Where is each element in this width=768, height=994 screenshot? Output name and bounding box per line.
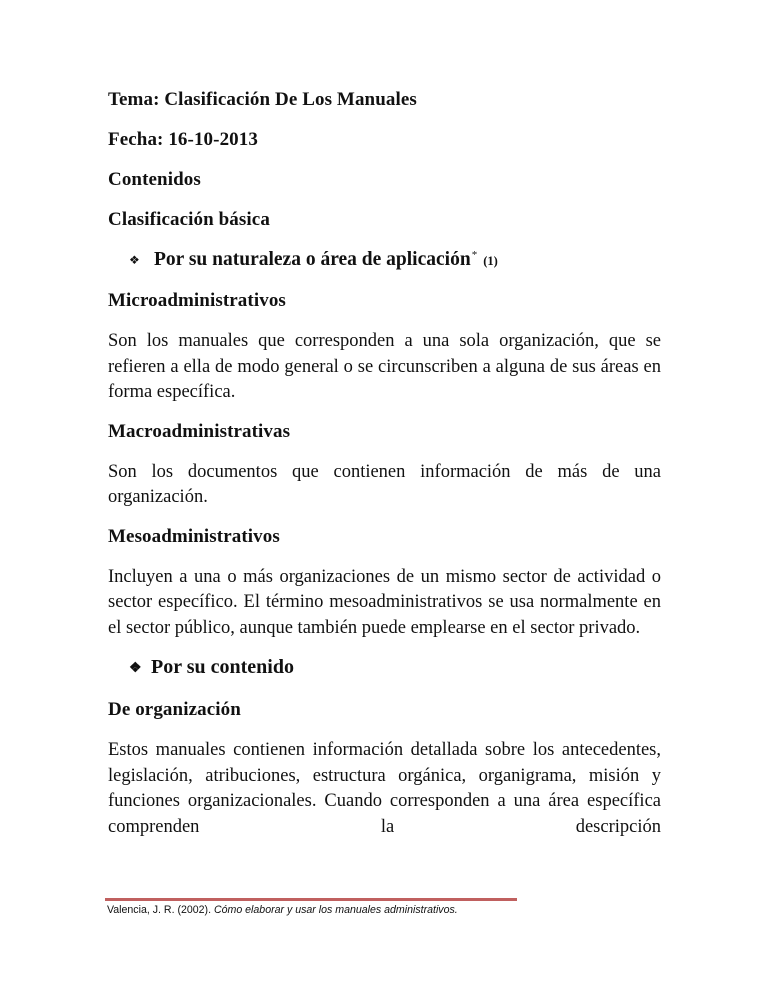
document-body <box>108 88 661 854</box>
reference-number: (1) <box>483 254 498 268</box>
footnote-marker: * <box>471 248 478 261</box>
bullet-label: Por su contenido <box>151 656 294 678</box>
diamond-bullet-icon: ❖ <box>129 661 142 676</box>
paragraph-meso: Incluyen a una o más organizaciones de un mismo sector de actividad o sector específico. El término mesoadministrativos se usa normalmente en el sector público, aunque también puede emplearse en el sector privado. <box>108 566 661 638</box>
topic-heading: Tema: Clasificación De Los Manuales <box>108 89 417 110</box>
paragraph-micro: Son los manuales que corresponden a una sola organización, que se refieren a ella de modo general o se circunscriben a alguna de sus áreas en forma específica. <box>108 331 661 402</box>
subheading-macro: Macroadministrativas <box>108 420 291 442</box>
paragraph-macro: Son los documentos que contienen información de más de una organización. <box>108 461 661 507</box>
bullet-label: Por su naturaleza o área de aplicación <box>154 249 471 270</box>
footnote-title: Cómo elaborar y usar los manuales administrativos. <box>213 904 458 916</box>
footnote-citation <box>107 903 458 917</box>
paragraph-organization: Estos manuales contienen información detallada sobre los antecedentes, legislación, atribuciones, estructura orgánica, organigrama, misión y funciones organizacionales. Cuando corresponden a una área específica comprenden la descripción <box>108 740 661 837</box>
bullet-content <box>108 655 661 682</box>
subheading-meso: Mesoadministrativos <box>108 525 280 547</box>
footnote-author: Valencia, J. R. (2002). <box>107 904 214 916</box>
subheading-micro: Microadministrativos <box>108 290 286 311</box>
contents-heading: Contenidos <box>108 169 201 190</box>
subheading-organization: De organización <box>108 699 241 720</box>
date-heading: Fecha: 16-10-2013 <box>108 129 258 150</box>
diamond-bullet-icon: ❖ <box>129 253 140 267</box>
footnote-divider <box>105 898 517 901</box>
basic-classification-heading: Clasificación básica <box>108 209 270 230</box>
bullet-nature-application <box>108 248 661 273</box>
